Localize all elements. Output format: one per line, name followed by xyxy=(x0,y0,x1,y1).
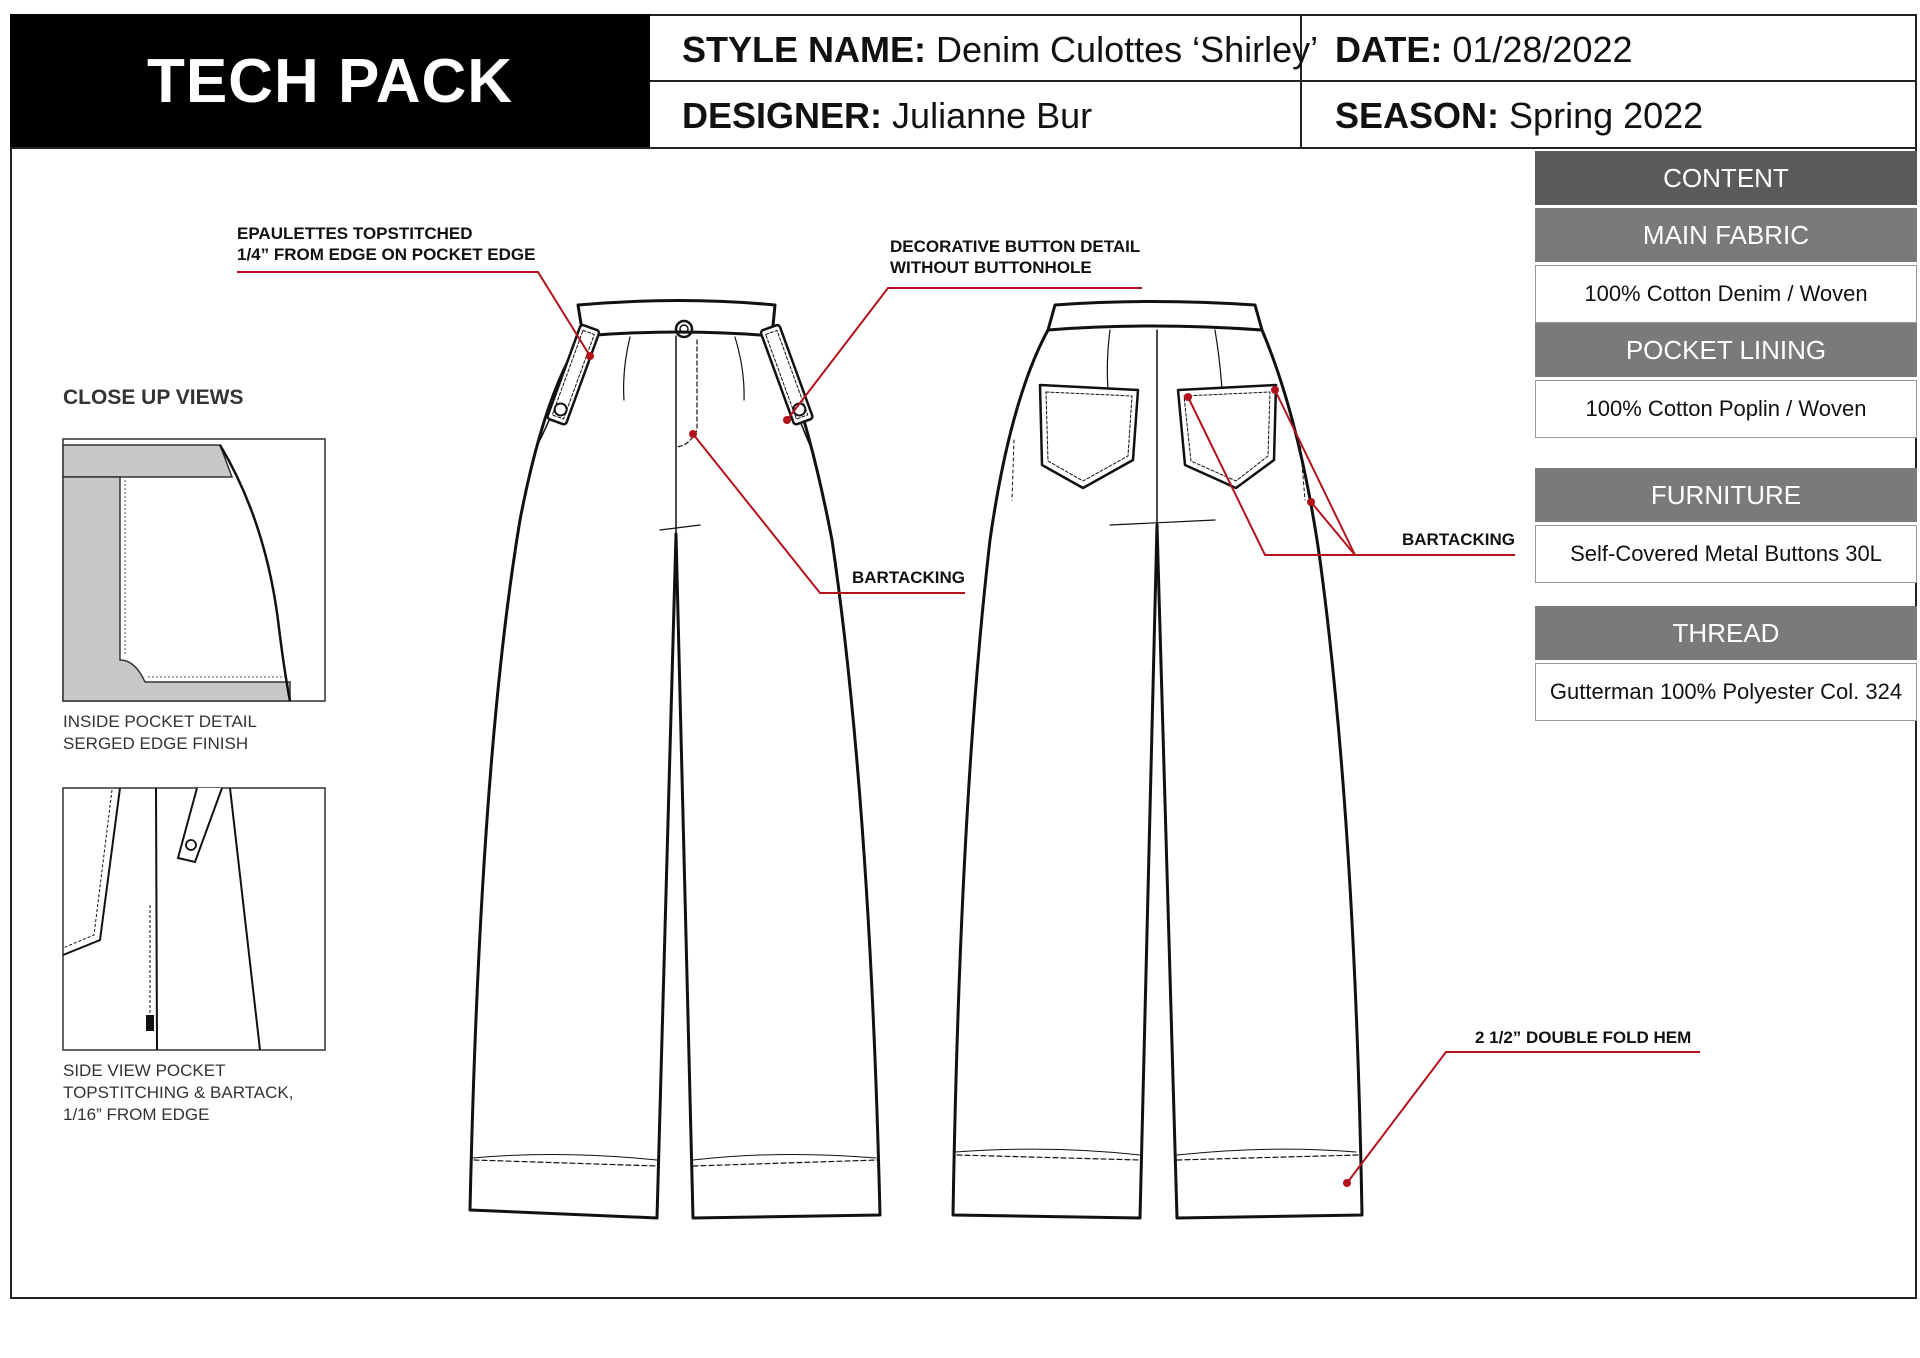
inside-caption-line2: SERGED EDGE FINISH xyxy=(63,734,249,753)
hem-callout xyxy=(1347,1052,1700,1183)
date-value: 01/28/2022 xyxy=(1452,29,1633,70)
back-right-hem-line xyxy=(1177,1155,1358,1160)
designer-label: DESIGNER: xyxy=(682,95,883,136)
furniture-header: FURNITURE xyxy=(1535,468,1917,525)
epaulettes-callout xyxy=(237,272,590,356)
side-pocket-caption xyxy=(63,1060,293,1126)
designer-value: Julianne Bur xyxy=(892,95,1093,136)
season-label: SEASON: xyxy=(1335,95,1500,136)
style-name-value: Denim Culottes ‘Shirley’ xyxy=(936,29,1319,70)
main-fabric-value: 100% Cotton Denim / Woven xyxy=(1535,265,1917,323)
pocket-lining-header: POCKET LINING xyxy=(1535,323,1917,380)
closeup-inside-pocket xyxy=(63,439,325,701)
pocket-lining-value: 100% Cotton Poplin / Woven xyxy=(1535,380,1917,438)
front-right-hem-line xyxy=(693,1160,878,1166)
front-right-leg xyxy=(676,336,880,1218)
decorative-line1: DECORATIVE BUTTON DETAIL xyxy=(890,237,1141,256)
front-left-leg xyxy=(470,336,676,1218)
thread-value: Gutterman 100% Polyester Col. 324 xyxy=(1535,663,1917,721)
date-label: DATE: xyxy=(1335,29,1443,70)
inside-caption-line1: INSIDE POCKET DETAIL xyxy=(63,712,257,731)
spec-thread-group xyxy=(1535,606,1917,721)
back-right-pocket xyxy=(1178,385,1276,488)
furniture-value: Self-Covered Metal Buttons 30L xyxy=(1535,525,1917,583)
front-left-hem-line xyxy=(474,1160,657,1166)
title-text: TECH PACK xyxy=(146,46,514,116)
back-left-pocket xyxy=(1040,385,1138,488)
thread-header: THREAD xyxy=(1535,606,1917,663)
back-waistband xyxy=(1048,302,1262,331)
callouts xyxy=(237,272,1700,1187)
spec-furniture-group xyxy=(1535,468,1917,583)
front-bartacking-annotation: BARTACKING xyxy=(852,568,966,587)
closeup-side-pocket xyxy=(63,788,325,1050)
side-caption-line3: 1/16” FROM EDGE xyxy=(63,1105,210,1124)
main-fabric-header: MAIN FABRIC xyxy=(1535,208,1917,265)
inside-pocket-caption xyxy=(63,711,257,755)
closeup-views-title: CLOSE UP VIEWS xyxy=(63,386,244,409)
back-view xyxy=(953,302,1362,1219)
back-left-hem-line xyxy=(957,1155,1140,1160)
front-view xyxy=(470,301,880,1219)
decorative-button-annotation xyxy=(890,236,1140,278)
side-caption-line1: SIDE VIEW POCKET xyxy=(63,1061,226,1080)
content-header: CONTENT xyxy=(1535,151,1917,208)
front-right-epaulette xyxy=(760,324,813,425)
side-caption-line2: TOPSTITCHING & BARTACK, xyxy=(63,1083,294,1102)
front-left-epaulette xyxy=(547,324,600,425)
epaulettes-annotation xyxy=(237,223,536,265)
style-name-label: STYLE NAME: xyxy=(682,29,927,70)
spec-content-group xyxy=(1535,151,1917,438)
decorative-line2: WITHOUT BUTTONHOLE xyxy=(890,258,1092,277)
back-bartacking-annotation: BARTACKING xyxy=(1402,530,1516,549)
epaulettes-line1: EPAULETTES TOPSTITCHED xyxy=(237,224,473,243)
hem-annotation: 2 1/2” DOUBLE FOLD HEM xyxy=(1475,1028,1692,1047)
season-value: Spring 2022 xyxy=(1509,95,1704,136)
epaulettes-line2: 1/4” FROM EDGE ON POCKET EDGE xyxy=(237,245,536,264)
